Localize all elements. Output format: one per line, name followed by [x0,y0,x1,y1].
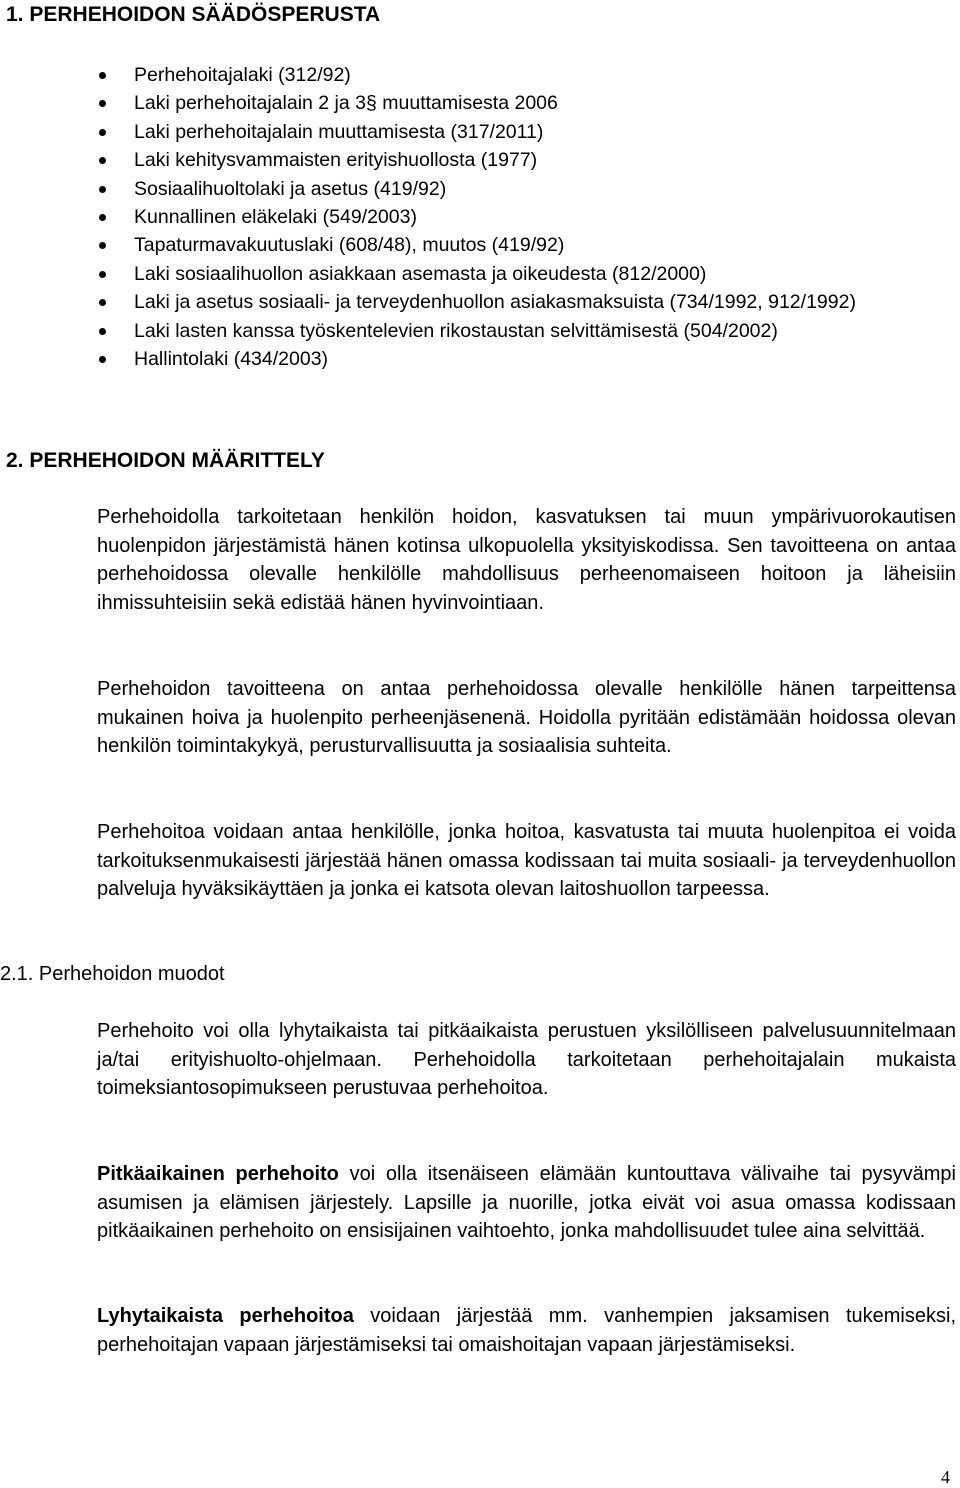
law-list-item [96,89,956,117]
law-list [96,61,956,373]
long-term-care-term: Pitkäaikainen perhehoito [97,1163,339,1185]
law-list-item [96,231,956,259]
law-list-item [96,175,956,203]
long-term-care-text: voi olla itsenäiseen elämään kuntouttava välivaihe tai pysyvämpi asumisen ja elämisen järjestely. Lapsille ja nuorille, jotka eivät voi asua omassa kodissaan pitkäaikainen perhehoito on ensisijainen vaihtoehto, jonka mahdollisuudet tulee aina selvittää. [97,1163,956,1243]
bullet-icon [99,356,106,363]
law-list-item [96,203,956,231]
bullet-icon [99,100,106,107]
short-term-care-paragraph [97,1302,956,1359]
short-term-care-term: Lyhytaikaista perhehoitoa [97,1305,354,1327]
law-list-item [96,288,956,316]
law-text: Tapaturmavakuutuslaki (608/48), muutos (419/92) [134,234,565,257]
law-text: Laki ja asetus sosiaali- ja terveydenhuollon asiakasmaksuista (734/1992, 912/1992) [134,291,856,314]
section-2-heading: 2. PERHEHOIDON MÄÄRITTELY [6,449,325,472]
bullet-icon [99,328,106,335]
page-number: 4 [941,1467,950,1487]
law-list-item [96,260,956,288]
law-text: Perhehoitajalaki (312/92) [134,64,351,86]
short-term-care-text: voidaan järjestää mm. vanhempien jaksamisen tukemiseksi, perhehoitajan vapaan järjestämiseksi tai omaishoitajan vapaan järjestämiseksi. [97,1305,957,1356]
law-text: Hallintolaki (434/2003) [134,348,329,371]
bullet-icon [99,157,106,164]
law-list-item [96,345,956,373]
bullet-icon [99,186,106,193]
law-text: Kunnallinen eläkelaki (549/2003) [134,206,417,229]
bullet-icon [99,129,106,136]
law-text: Laki kehitysvammaisten erityishuollosta (1977) [134,149,538,172]
law-text: Laki sosiaalihuollon asiakkaan asemasta ja oikeudesta (812/2000) [134,262,707,285]
definition-paragraph-3: Perhehoitoa voidaan antaa henkilölle, jonka hoitoa, kasvatusta tai muuta huolenpitoa ei voida tarkoituksenmukaisesti järjestää hänen omassa kodissaan tai muita sosiaali- ja terveydenhuollon palveluja hyväksikäyttäen ja jonka ei katsota olevan laitoshuollon tarpeessa. [97,821,956,901]
law-list-item [96,61,956,89]
bullet-icon [99,214,106,221]
forms-paragraph-1: Perhehoito voi olla lyhytaikaista tai pitkäaikaista perustuen yksilölliseen palvelusuunnitelmaan ja/tai erityishuolto-ohjelmaan. Perhehoidolla tarkoitetaan perhehoitajalain mukaista toimeksiantosopimukseen perustuvaa perhehoitoa. [97,1020,956,1100]
section-2-1-heading: 2.1. Perhehoidon muodot [0,963,225,985]
bullet-icon [99,271,106,278]
section-1-heading: 1. PERHEHOIDON SÄÄDÖSPERUSTA [6,3,381,26]
law-list-item [96,317,956,345]
bullet-icon [99,72,106,79]
law-text: Laki perhehoitajalain muuttamisesta (317/2011) [134,120,544,143]
bullet-icon [99,242,106,249]
law-text: Laki perhehoitajalain 2 ja 3§ muuttamisesta 2006 [134,92,558,115]
definition-paragraph-2: Perhehoidon tavoitteena on antaa perhehoidossa olevalle henkilölle hänen tarpeittensa mukainen hoiva ja huolenpito perheenjäsenenä. Hoidolla pyritään edistämään hoidossa olevan henkilön toimintakykyä, perusturvallisuutta ja sosiaalisia suhteita. [97,678,956,758]
definition-paragraph-1: Perhehoidolla tarkoitetaan henkilön hoidon, kasvatuksen tai muun ympärivuorokautisen huolenpidon järjestämistä hänen kotinsa ulkopuolella yksityiskodissa. Sen tavoitteena on antaa perhehoidossa olevalle henkilölle mahdollisuus perheenomaiseen hoitoon ja läheisiin ihmissuhteisiin sekä edistää hänen hyvinvointiaan. [97,506,956,614]
law-list-item [96,146,956,174]
bullet-icon [99,299,106,306]
law-list-item [96,118,956,146]
law-text: Sosiaalihuoltolaki ja asetus (419/92) [134,177,447,200]
law-text: Laki lasten kanssa työskentelevien rikostaustan selvittämisestä (504/2002) [134,319,778,342]
long-term-care-paragraph [97,1160,956,1246]
